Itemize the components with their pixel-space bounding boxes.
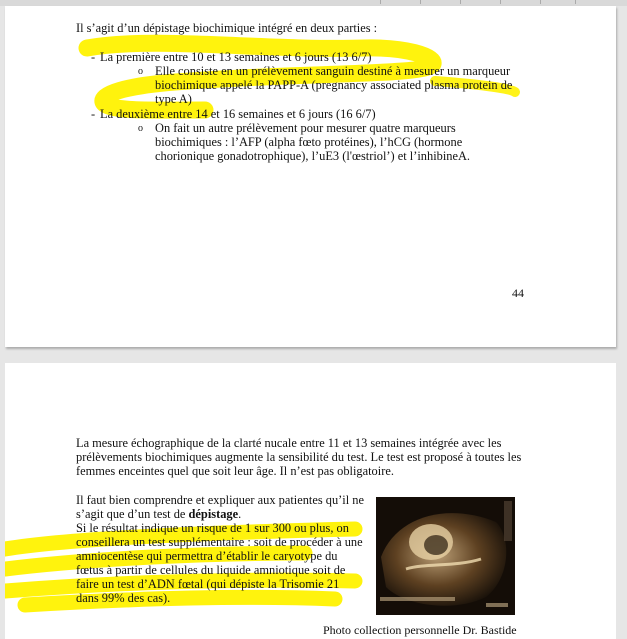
paragraph-line: conseillera un test supplémentaire : soit de procéder à une <box>76 535 363 549</box>
sub-item-line: chorionique gonadotrophique), l’uE3 (l'œstriol’) et l’inhibineA. <box>155 149 471 163</box>
paragraph-line: faire un test d’ADN fœtal (qui dépiste la Trisomie 21 <box>76 577 340 591</box>
sub-item-line: type A) <box>155 92 192 106</box>
sub-bullet: o <box>138 123 143 134</box>
paragraph-line: Si le résultat indique un risque de 1 sur 300 ou plus, on <box>76 521 349 535</box>
paragraph-line: dans 99% des cas). <box>76 591 171 605</box>
dash-bullet: - <box>91 50 96 64</box>
list-item-first-period: La première entre 10 et 13 semaines et 6 jours (13 6/7) <box>100 50 372 64</box>
paragraph-line: fœtus à partir de cellules du liquide amniotique soit de <box>76 563 346 577</box>
paragraph-line <box>76 507 241 522</box>
ultrasound-scan-illustration <box>376 497 515 615</box>
paragraph-line: prélèvements biochimiques augmente la sensibilité du test. Le test est proposé à toutes les <box>76 450 522 464</box>
text-segment: s’agit que d’un test de <box>76 507 189 521</box>
page-number: 44 <box>512 286 524 300</box>
toolbar-divider <box>460 0 461 4</box>
bold-term: dépistage <box>188 507 239 521</box>
photo-caption: Photo collection personnelle Dr. Bastide <box>323 623 517 637</box>
text-segment: . <box>238 507 242 521</box>
toolbar-divider <box>575 0 576 4</box>
paragraph-line: La mesure échographique de la clarté nucale entre 11 et 13 semaines intégrée avec les <box>76 436 502 450</box>
toolbar-divider <box>500 0 501 4</box>
toolbar-divider <box>420 0 421 4</box>
sub-item-line: Elle consiste en un prélèvement sanguin destiné à mesurer un marqueur <box>155 64 511 78</box>
paragraph-line: Il faut bien comprendre et expliquer aux patientes qu’il ne <box>76 493 364 507</box>
toolbar-divider <box>540 0 541 4</box>
sub-item-line: biochimique appelé la PAPP-A (pregnancy associated plasma protein de <box>155 78 513 92</box>
sub-item-line: biochimiques : l’AFP (alpha fœto protéines), l’hCG (hormone <box>155 135 463 149</box>
dash-bullet: - <box>91 107 96 121</box>
ultrasound-image <box>376 497 515 615</box>
toolbar-divider <box>380 0 381 4</box>
document-page-44 <box>5 6 616 347</box>
paragraph-line: amniocentèse qui permettra d’établir le caryotype du <box>76 549 338 563</box>
paragraph-line: femmes enceintes quel que soit leur âge. Il n’est pas obligatoire. <box>76 464 394 478</box>
document-page-45 <box>5 363 616 639</box>
intro-text: Il s’agit d’un dépistage biochimique intégré en deux parties : <box>76 21 378 35</box>
sub-item-line: On fait un autre prélèvement pour mesurer quatre marqueurs <box>155 121 456 135</box>
sub-bullet: o <box>138 66 143 77</box>
list-item-second-period: La deuxième entre 14 et 16 semaines et 6 jours (16 6/7) <box>100 107 376 121</box>
